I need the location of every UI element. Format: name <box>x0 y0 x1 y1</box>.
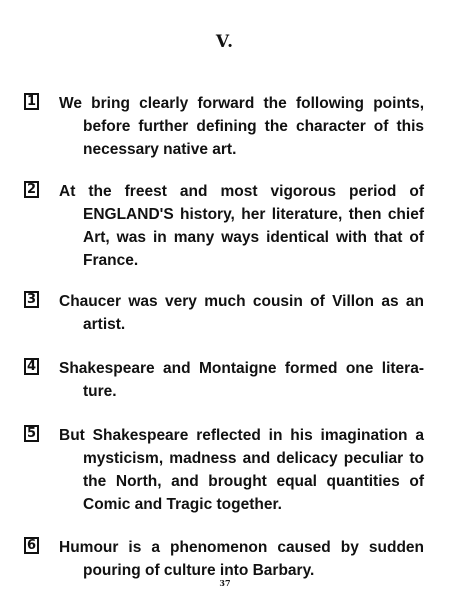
page-number: 37 <box>219 578 231 588</box>
point-text: At the freest and most vigorous period of ENGLAND'S history, her literature, then chief Art, was in many ways identical with that of France. <box>59 183 424 269</box>
point-text: Chaucer was very much cousin of Villon as an artist. <box>59 293 424 333</box>
section-heading: V. <box>215 32 235 52</box>
point-6 <box>24 536 424 582</box>
point-5 <box>24 424 424 516</box>
point-number-box: 5 <box>24 425 39 442</box>
point-3 <box>24 290 424 336</box>
point-number-box: 1 <box>24 93 39 110</box>
point-text: Humour is a phenomenon caused by sudden pouring of culture into Barbary. <box>59 539 424 579</box>
point-number-box: 2 <box>24 181 39 198</box>
point-text: But Shakespeare reflected in his imagination a mysticism, madness and delicacy peculiar to the North, and brought equal quantities of Comic and Tragic together. <box>59 427 424 513</box>
point-text: Shakespeare and Montaigne formed one litera-ture. <box>59 360 424 400</box>
point-2 <box>24 180 424 272</box>
point-4 <box>24 357 424 403</box>
point-text: We bring clearly forward the following points, before further defining the character of this necessary native art. <box>59 95 424 158</box>
point-1 <box>24 92 424 161</box>
point-number-box: 6 <box>24 537 39 554</box>
point-number-box: 3 <box>24 291 39 308</box>
point-number-box: 4 <box>24 358 39 375</box>
